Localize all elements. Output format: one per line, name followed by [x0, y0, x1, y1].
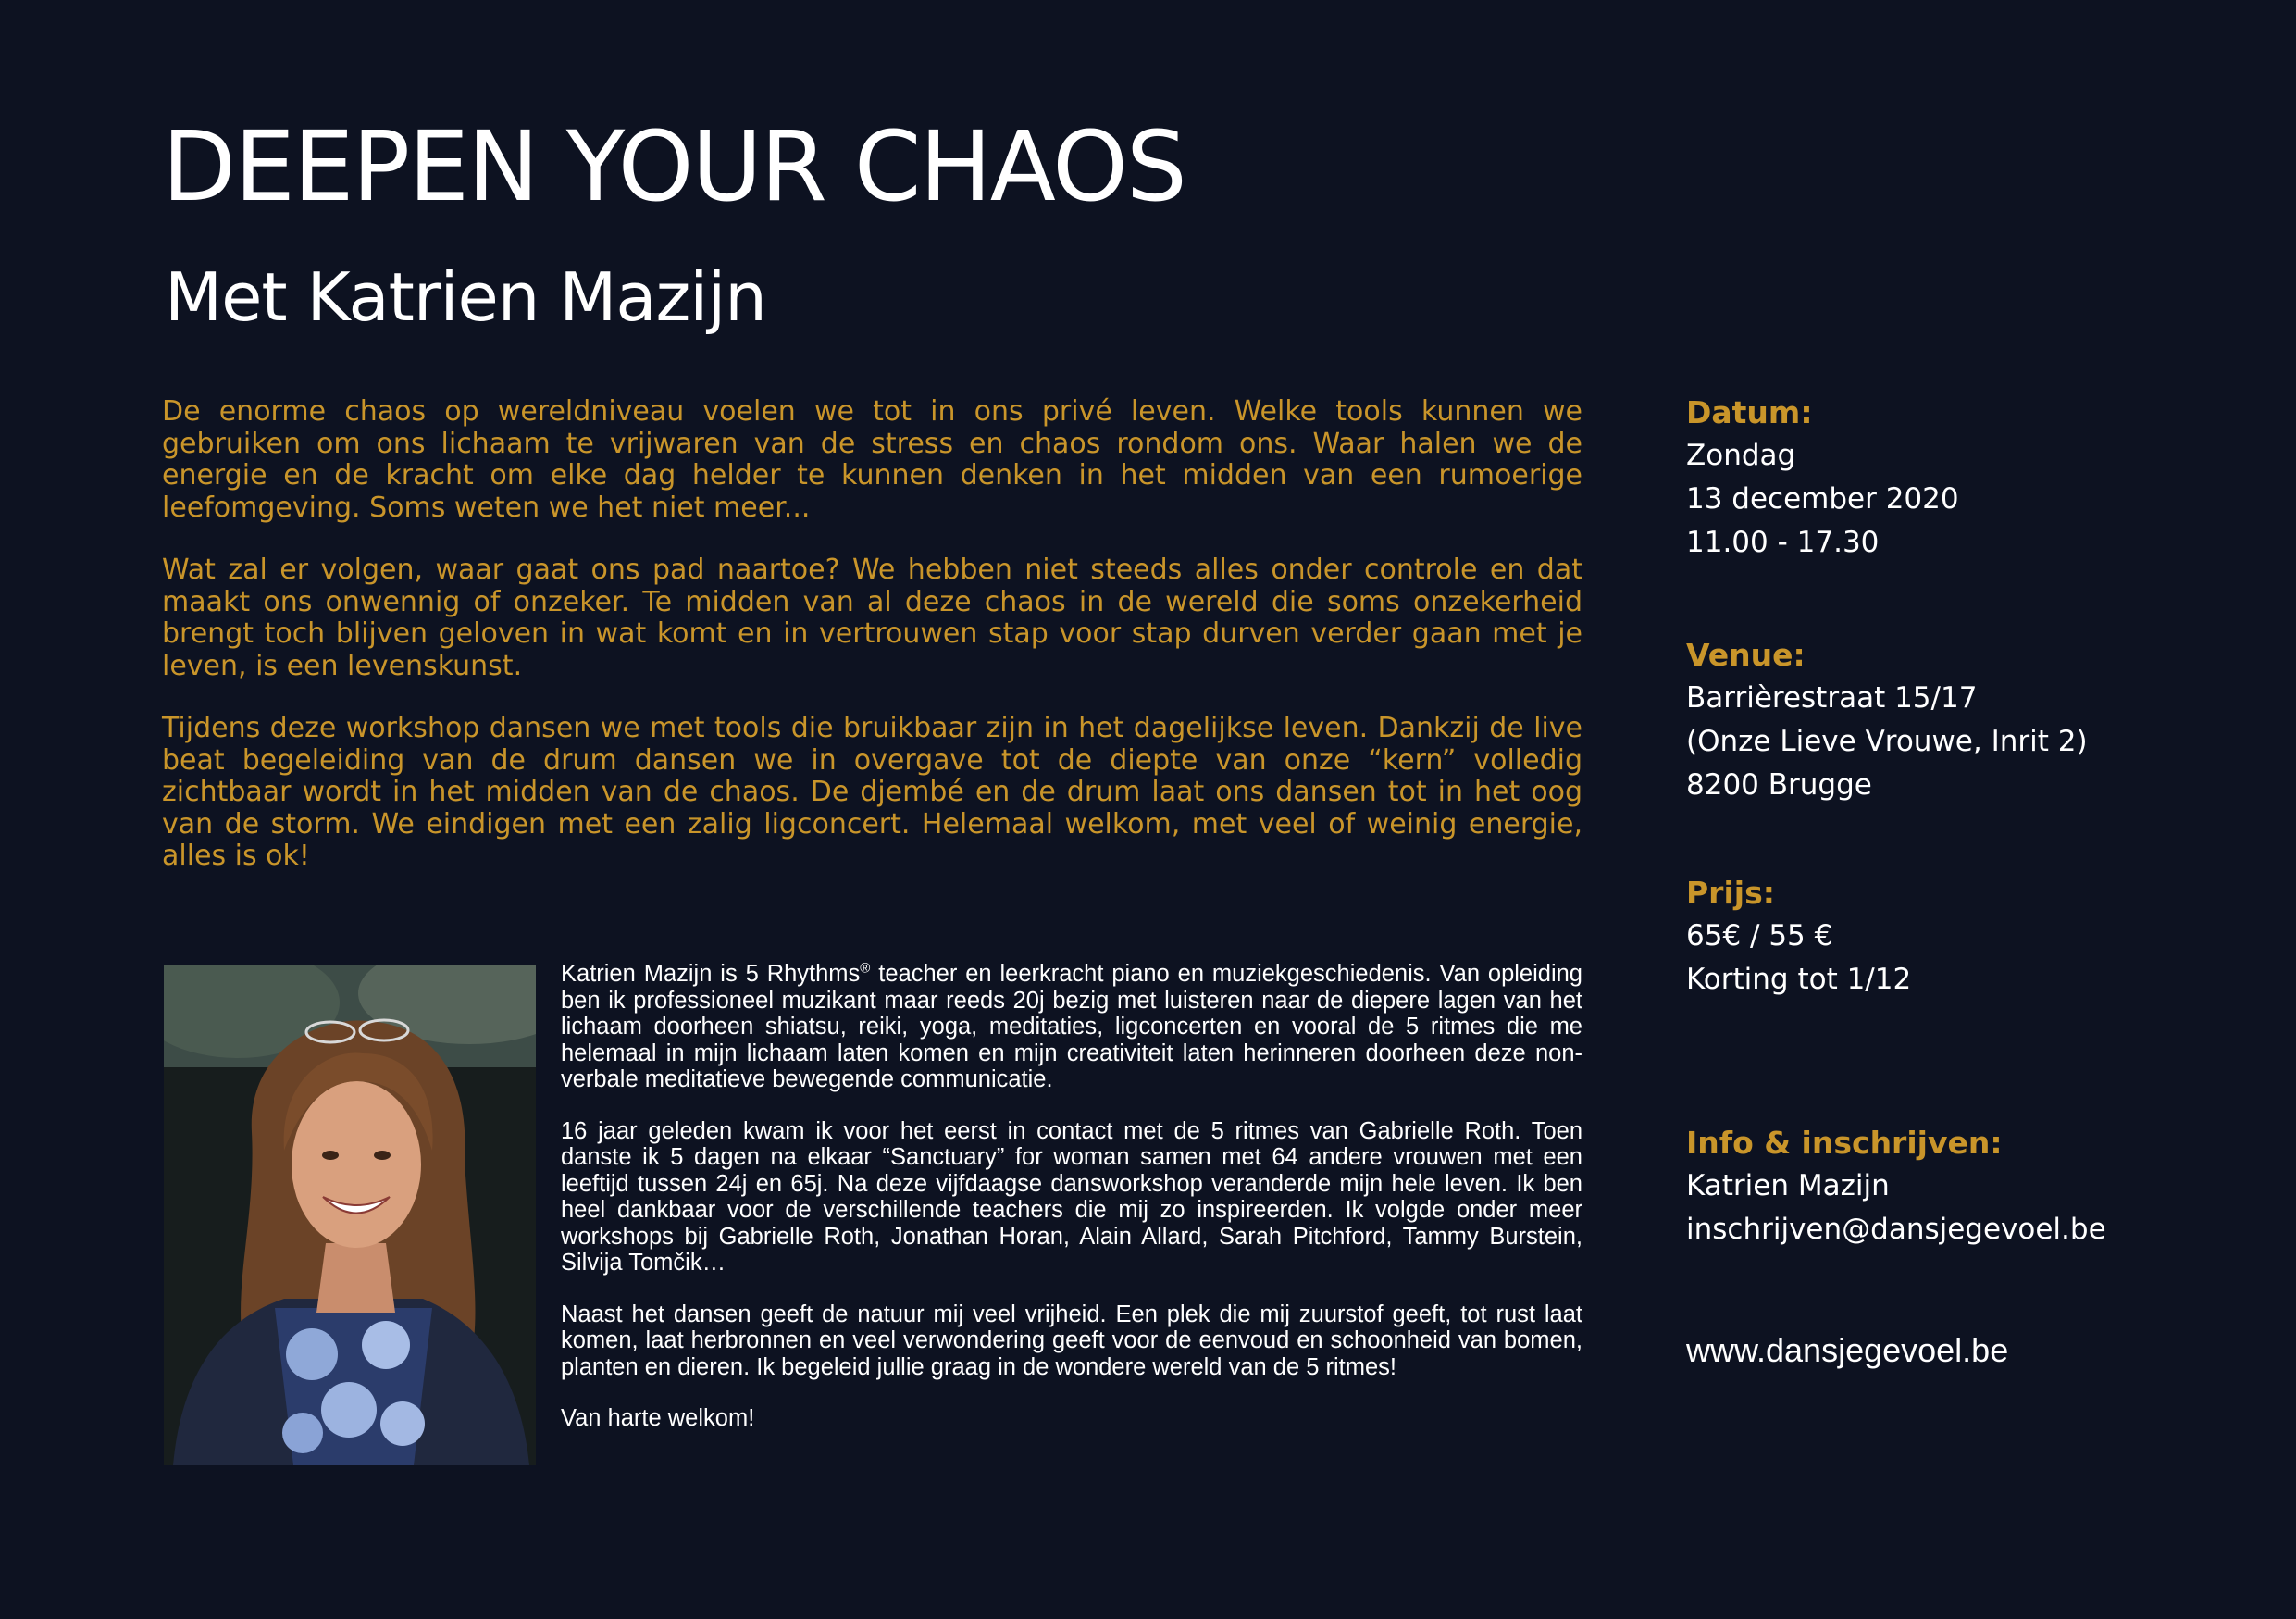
- info-heading: Info & inschrijven:: [1686, 1125, 2003, 1161]
- prijs-discount: Korting tot 1/12: [1686, 963, 1912, 996]
- prijs-heading: Prijs:: [1686, 875, 1775, 911]
- portrait-photo: [164, 965, 536, 1465]
- info-section: [1686, 1122, 2241, 1252]
- prijs-amount: 65€ / 55 €: [1686, 919, 1833, 953]
- venue-detail: (Onze Lieve Vrouwe, Inrit 2): [1686, 725, 2088, 758]
- venue-city: 8200 Brugge: [1686, 768, 1872, 802]
- page-title: DEEPEN YOUR CHAOS: [162, 110, 1185, 223]
- datum-date: 13 december 2020: [1686, 482, 1959, 516]
- venue-street: Barrièrestraat 15/17: [1686, 681, 1978, 715]
- bio-text: [561, 961, 1582, 1457]
- venue-section: [1686, 634, 2241, 807]
- bio-paragraph: Naast het dansen geeft de natuur mij veel vrijheid. Een plek die mij zuurstof geeft, tot rust laat komen, laat herbronnen en veel verwondering geeft voor de eenvoud en schoonheid van bomen, planten en dieren. Ik begeleid jullie graag in de wondere wereld van de 5 ritmes!: [561, 1301, 1582, 1380]
- page-subtitle: Met Katrien Mazijn: [165, 258, 766, 336]
- info-email-link[interactable]: inschrijven@dansjegevoel.be: [1686, 1213, 2106, 1246]
- intro-paragraph: Tijdens deze workshop dansen we met tools die bruikbaar zijn in het dagelijkse leven. Dankzij de live beat begeleiding van de drum dansen we in overgave tot de diepte van onze “kern” volledig zichtbaar wordt in het midden van de chaos. De djembé en de drum laat ons dansen tot in het oog van de storm. We eindigen met een zalig ligconcert. Helemaal welkom, met veel of weinig energie, alles is ok!: [162, 712, 1582, 872]
- bio-paragraph: [561, 961, 1582, 1093]
- intro-text: [162, 396, 1582, 903]
- info-contact-name: Katrien Mazijn: [1686, 1169, 1890, 1202]
- bio-intro-start: Katrien Mazijn is 5 Rhythms: [561, 961, 861, 987]
- datum-day: Zondag: [1686, 439, 1796, 472]
- intro-paragraph: Wat zal er volgen, waar gaat ons pad naartoe? We hebben niet steeds alles onder controle en dat maakt ons onwennig of onzeker. Te midden van al deze chaos in de wereld die soms onzekerheid brengt toch blijven geloven in wat komt en in vertrouwen stap voor stap durven verder gaan met je leven, is een levenskunst.: [162, 554, 1582, 682]
- bio-paragraph: 16 jaar geleden kwam ik voor het eerst in contact met de 5 ritmes van Gabrielle Roth. Toen danste ik 5 dagen na elkaar “Sanctuary” for woman samen met 64 andere vrouwen met een leeftijd tussen 24j en 65j. Na deze vijfdaagse dansworkshop veranderde mijn hele leven. Ik ben heel dankbaar voor de verschillende teachers die mij zo inspireerden. Ik volgde onder meer workshops bij Gabrielle Roth, Jonathan Horan, Alain Allard, Sarah Pitchford, Tammy Burstein, Silvija Tomčik…: [561, 1117, 1582, 1276]
- bio-intro-rest: teacher en leerkracht piano en muziekgeschiedenis. Van opleiding ben ik professioneel muzikant maar reeds 20j bezig met luisteren naar de diepere lagen van het lichaam doorheen shiatsu, reiki, yoga, meditaties, ligconcerten en vooral de 5 ritmes die me helemaal in mijn lichaam laten komen en mijn creativiteit laten herinneren doorheen deze non-verbale meditatieve bewegende communicatie.: [561, 961, 1582, 1092]
- bio-closing: Van harte welkom!: [561, 1405, 755, 1431]
- datum-heading: Datum:: [1686, 394, 1813, 430]
- intro-paragraph: De enorme chaos op wereldniveau voelen we tot in ons privé leven. Welke tools kunnen we gebruiken om ons lichaam te vrijwaren van de stress en chaos rondom ons. Waar halen we de energie en de kracht om elke dag helder te kunnen denken in het midden van een rumoerige leefomgeving. Soms weten we het niet meer...: [162, 395, 1582, 524]
- datum-time: 11.00 - 17.30: [1686, 526, 1880, 559]
- registered-mark: ®: [860, 960, 871, 977]
- website-link[interactable]: www.dansjegevoel.be: [1686, 1331, 2009, 1369]
- prijs-section: [1686, 872, 2241, 1002]
- venue-heading: Venue:: [1686, 637, 1806, 673]
- datum-section: [1686, 392, 2241, 565]
- portrait-illustration: [164, 965, 536, 1465]
